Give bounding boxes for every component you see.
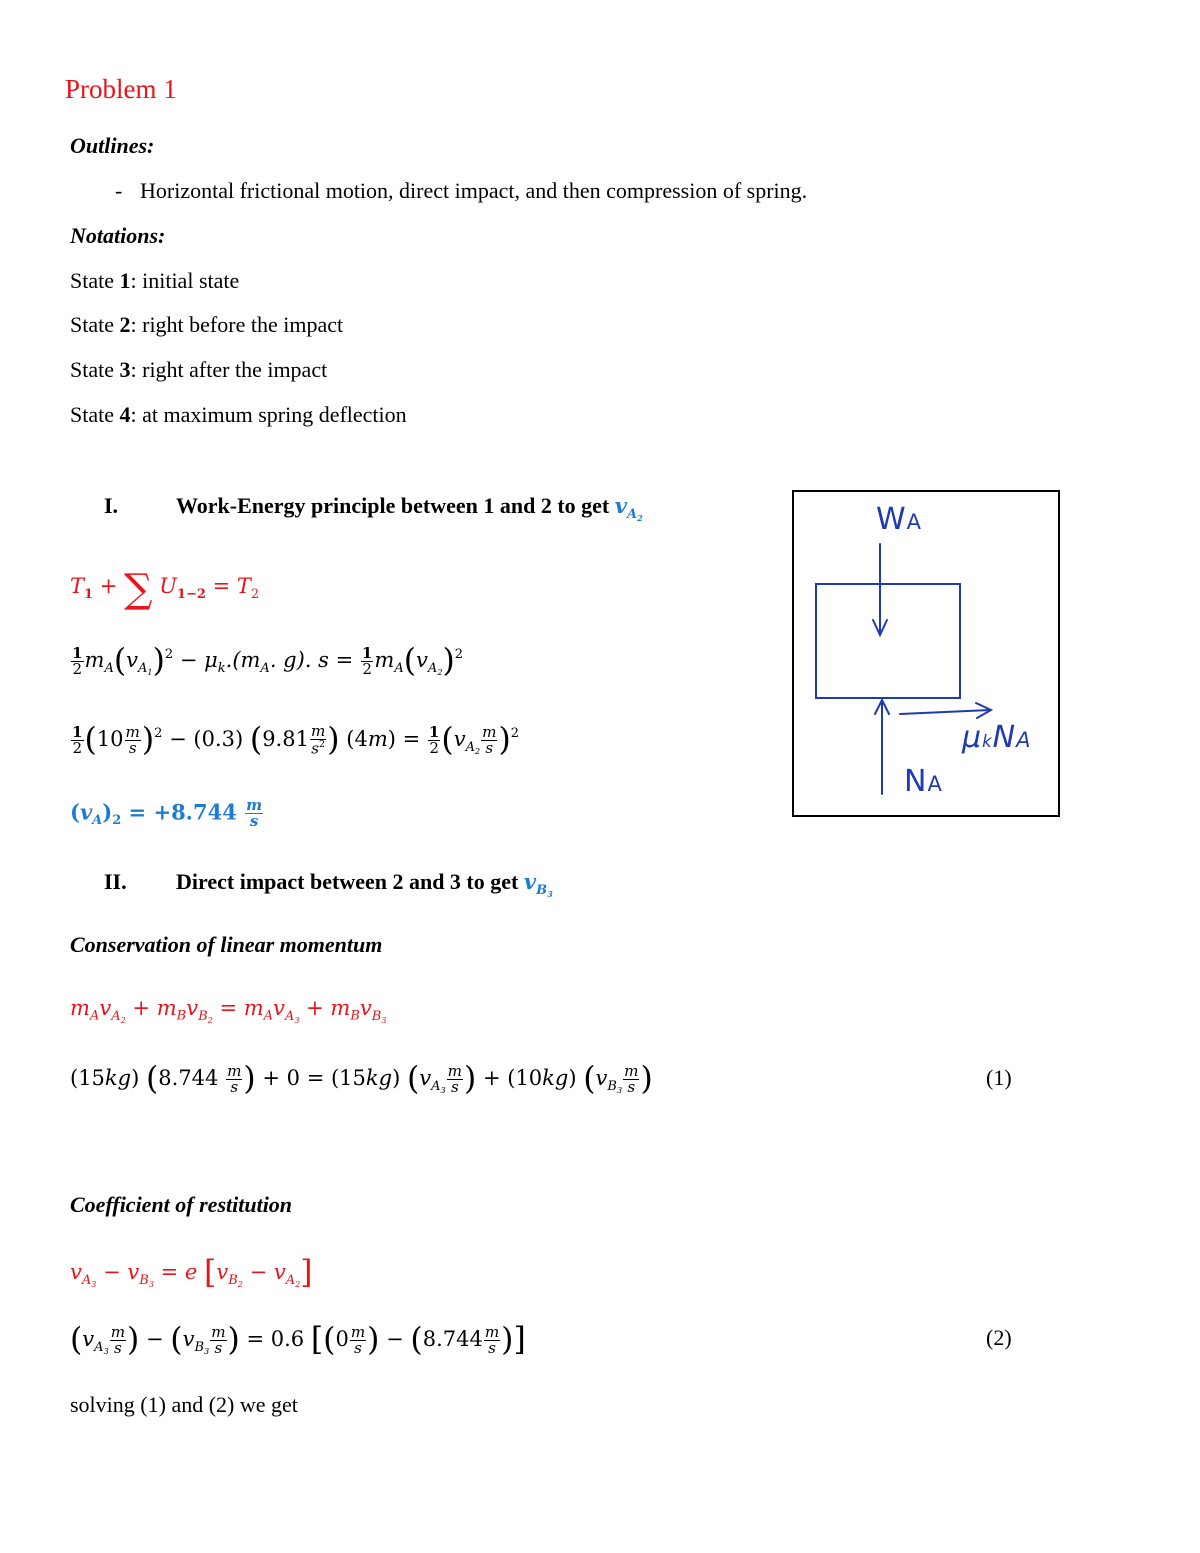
- notation-state-1: State 1: initial state: [70, 268, 240, 293]
- notation-state-4: State 4: at maximum spring deflection: [70, 402, 407, 427]
- weight-label: WA: [876, 502, 923, 537]
- restitution-equation: $v_{A_3} - v_{B_3} = e$ $[v_{B_2} - v_{A_2}]$: [70, 1255, 313, 1291]
- section-1-numeral: I.: [104, 493, 119, 518]
- page-title: Problem 1: [65, 74, 177, 104]
- restitution-heading: Coefficient of restitution: [70, 1192, 293, 1217]
- target-variable-vB3: $v_{B_3}$: [523, 869, 553, 899]
- outline-item: Horizontal frictional motion, direct impact, and then compression of spring.: [140, 178, 808, 203]
- work-energy-numeric: $\frac{1}{2}$ (10 $\frac{m}{s}$ )$^2$ − (0.3) (9.81 $\frac{m}{s^2}$ ) (4m) = $\frac{1}{2}$ ($v_{A_2}$ $\frac{m}{s}$ )$^2$: [72, 722, 520, 758]
- notation-state-3: State 3: right after the impact: [70, 357, 328, 382]
- target-variable-vA2: $v_{A_2}$: [614, 493, 643, 523]
- section-1-heading: Work-Energy principle between 1 and 2 to get $v_{A_2}$: [176, 493, 643, 523]
- normal-label: NA: [904, 764, 943, 799]
- notation-state-2: State 2: right before the impact: [70, 312, 344, 337]
- friction-arrow-shaft: [900, 710, 990, 714]
- section-2-numeral: II.: [104, 869, 127, 894]
- notations-heading: Notations:: [70, 223, 166, 248]
- block-outline: [816, 584, 960, 698]
- work-energy-equation: $T_1$ + ∑ $U_{1-2} = T_2$: [70, 566, 260, 612]
- bullet-dash: -: [115, 178, 123, 203]
- restitution-numeric: ($v_{A_3}$ $\frac{m}{s}$ ) − ($v_{B_3}$ $\frac{m}{s}$ ) = 0.6 [(0 $\frac{m}{s}$ ) − (8.744 $\frac{m}{s}$ )]: [70, 1322, 526, 1358]
- solving-text: solving (1) and (2) we get: [70, 1392, 298, 1417]
- momentum-numeric: (15kg) (8.744 $\frac{m}{s}$ ) + 0 = (15kg) ($v_{A_3}$ $\frac{m}{s}$ ) + (10kg) ($v_{B_3}$ $\frac{m}{s}$ ): [70, 1061, 653, 1097]
- work-energy-symbolic: $\frac{1}{2}$ $m_A(v_{A_1})^2 - \mu_k.(m_A$. g). s = $\frac{1}{2}$ $m_A(v_{A_2})^2$: [72, 643, 464, 679]
- outlines-heading: Outlines:: [70, 133, 155, 158]
- free-body-diagram: [792, 490, 1060, 817]
- friction-label: μkNA: [962, 720, 1032, 755]
- equation-number-1: (1): [986, 1065, 1012, 1090]
- section-2-heading: Direct impact between 2 and 3 to get $v_{B_3}$: [176, 869, 553, 899]
- vA2-result: $(v_A)_2 = +8.744$ $\frac{m}{s}$: [70, 796, 263, 831]
- momentum-equation: $m_Av_{A_2} + m_Bv_{B_2} = m_Av_{A_3} + m_Bv_{B_3}$: [70, 996, 387, 1025]
- momentum-heading: Conservation of linear momentum: [70, 932, 383, 957]
- equation-number-2: (2): [986, 1325, 1012, 1350]
